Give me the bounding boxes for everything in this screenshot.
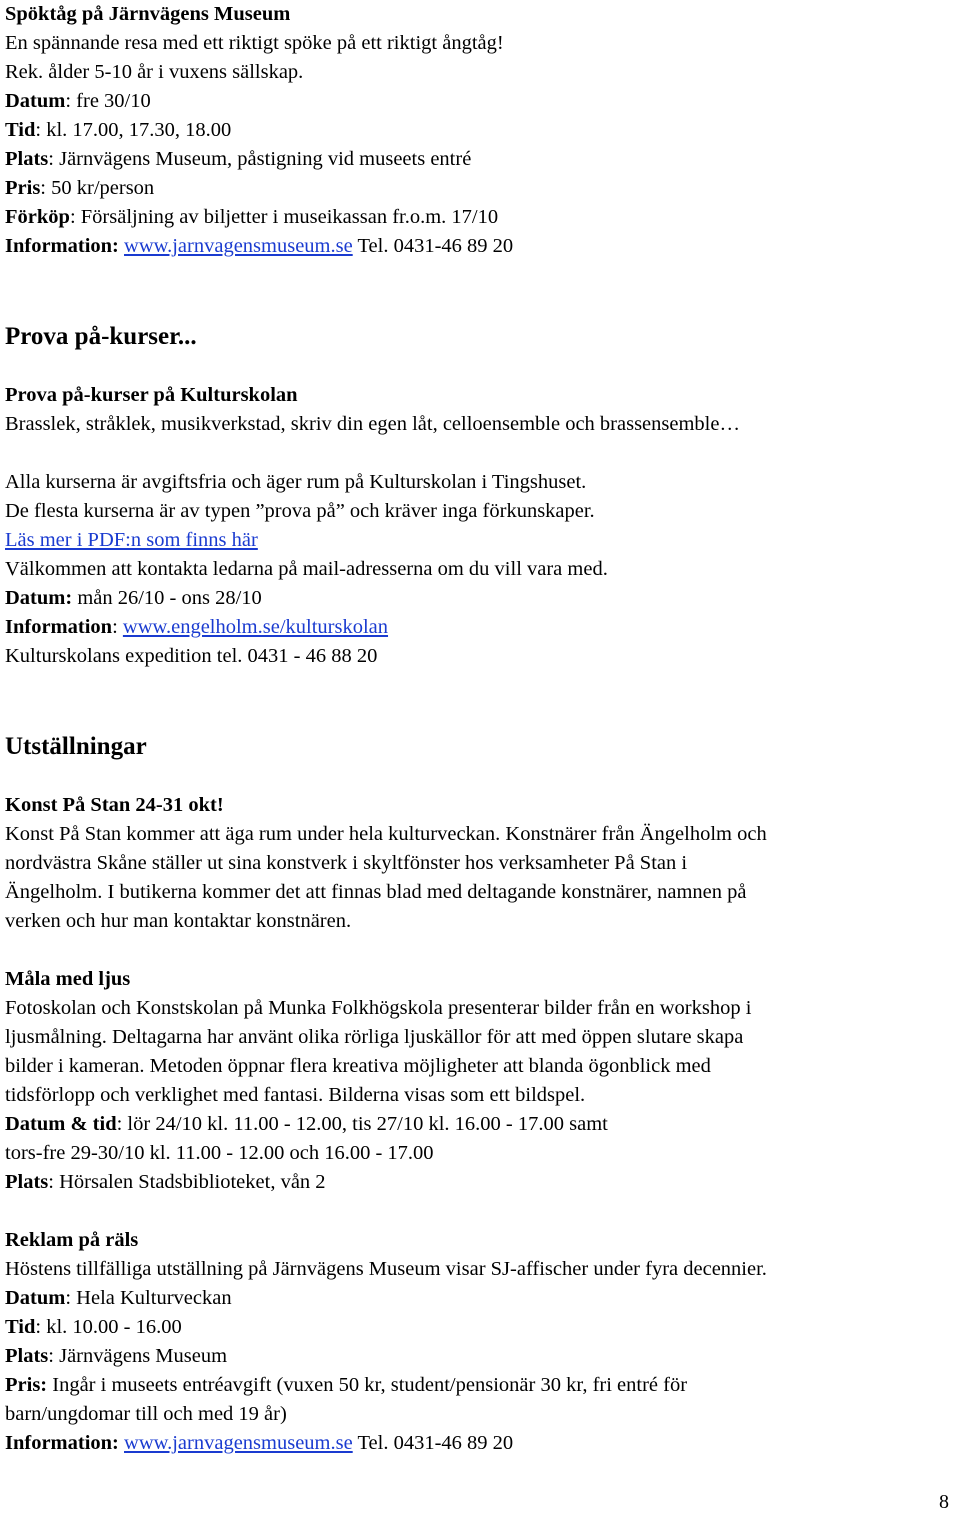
spoktag-plats (5, 145, 955, 174)
reklam-tid (5, 1313, 955, 1342)
value: : kl. 10.00 - 16.00 (35, 1316, 182, 1338)
label: Pris (5, 177, 41, 199)
label: Information: (5, 1432, 119, 1454)
reklam-plats (5, 1342, 955, 1371)
prova-information (5, 613, 955, 642)
jarnvagensmuseum-link[interactable]: www.jarnvagensmuseum.se (124, 1432, 353, 1454)
value: : kl. 17.00, 17.30, 18.00 (35, 119, 232, 141)
value: mån 26/10 - ons 28/10 (72, 587, 262, 609)
konst-text: verken och hur man kontaktar konstnären. (5, 910, 352, 932)
mala-text: ljusmålning. Deltagarna har använt olika rörliga ljuskällor för att med öppen slutare skapa (5, 1026, 744, 1048)
value: : fre 30/10 (65, 90, 151, 112)
spoktag-information (5, 232, 955, 261)
label: Förköp (5, 206, 70, 228)
prova-datum (5, 584, 955, 613)
mala-text: tidsförlopp och verklighet med fantasi. Bilderna visas som ett bildspel. (5, 1084, 586, 1106)
label: Datum (5, 90, 66, 112)
label: Datum: (5, 587, 73, 609)
label: Datum & tid (5, 1113, 117, 1135)
label: Pris: (5, 1374, 48, 1396)
label: Plats (5, 1345, 49, 1367)
spoktag-pris (5, 174, 955, 203)
value: : Järnvägens Museum, påstigning vid museets entré (48, 148, 472, 170)
label: Information (5, 616, 113, 638)
phone: Tel. 0431-46 89 20 (357, 235, 514, 257)
value: Ingår i museets entréavgift (vuxen 50 kr, student/pensionär 30 kr, fri entré för (47, 1374, 688, 1396)
document-page (5, 0, 955, 1458)
prova-expedition: Kulturskolans expedition tel. 0431 - 46 88 20 (5, 645, 378, 667)
value: : Järnvägens Museum (48, 1345, 228, 1367)
phone: Tel. 0431-46 89 20 (357, 1432, 514, 1454)
value: : Hela Kulturveckan (65, 1287, 232, 1309)
spoktag-age: Rek. ålder 5-10 år i vuxens sällskap. (5, 61, 304, 83)
label: Plats (5, 148, 49, 170)
reklam-pris (5, 1371, 955, 1400)
label: Datum (5, 1287, 66, 1309)
mala-text: bilder i kameran. Metoden öppnar flera kreativa möjligheter att blanda ögonblick med (5, 1055, 711, 1077)
page-number: 8 (939, 1491, 949, 1513)
reklam-datum (5, 1284, 955, 1313)
mala-plats (5, 1168, 955, 1197)
reklam-text: Höstens tillfälliga utställning på Järnvägens Museum visar SJ-affischer under fyra decennier. (5, 1258, 767, 1280)
mala-title: Måla med ljus (5, 968, 131, 990)
value: : lör 24/10 kl. 11.00 - 12.00, tis 27/10 kl. 16.00 - 17.00 samt (116, 1113, 608, 1135)
reklam-pris-cont: barn/ungdomar till och med 19 år) (5, 1403, 287, 1425)
prova-text-1: Alla kurserna är avgiftsfria och äger rum på Kulturskolan i Tingshuset. (5, 471, 587, 493)
value: : 50 kr/person (40, 177, 155, 199)
spoktag-description: En spännande resa med ett riktigt spöke på ett riktigt ångtåg! (5, 32, 504, 54)
konst-text: nordvästra Skåne ställer ut sina konstverk i skyltfönster hos verksamheter På Stan i (5, 852, 688, 874)
label: Tid (5, 1316, 36, 1338)
mala-datum-cont: tors-fre 29-30/10 kl. 11.00 - 12.00 och 16.00 - 17.00 (5, 1142, 434, 1164)
kulturskolan-link[interactable]: www.engelholm.se/kulturskolan (122, 616, 389, 638)
konst-title: Konst På Stan 24-31 okt! (5, 794, 224, 816)
label: Tid (5, 119, 36, 141)
prova-text-3: Välkommen att kontakta ledarna på mail-adresserna om du vill vara med. (5, 558, 608, 580)
mala-datum (5, 1110, 955, 1139)
reklam-title: Reklam på räls (5, 1229, 139, 1251)
spoktag-forkop (5, 203, 955, 232)
mala-text: Fotoskolan och Konstskolan på Munka Folkhögskola presenterar bilder från en workshop i (5, 997, 752, 1019)
spoktag-tid (5, 116, 955, 145)
prova-heading: Prova på-kurser... (5, 323, 197, 350)
prova-courses: Brasslek, stråklek, musikverkstad, skriv din egen låt, celloensemble och brassensemble… (5, 413, 740, 435)
reklam-information (5, 1429, 955, 1458)
pdf-link[interactable]: Läs mer i PDF:n som finns här (5, 529, 258, 551)
konst-text: Ängelholm. I butikerna kommer det att finnas blad med deltagande konstnärer, namnen på (5, 881, 747, 903)
spoktag-datum (5, 87, 955, 116)
label: Plats (5, 1171, 49, 1193)
prova-text-2: De flesta kurserna är av typen ”prova på” och kräver inga förkunskaper. (5, 500, 595, 522)
jarnvagensmuseum-link[interactable]: www.jarnvagensmuseum.se (124, 235, 353, 257)
utstallningar-heading: Utställningar (5, 733, 147, 760)
value: : Försäljning av biljetter i museikassan fr.o.m. 17/10 (69, 206, 499, 228)
spoktag-title: Spöktåg på Järnvägens Museum (5, 3, 291, 25)
prova-pdf-row (5, 526, 955, 555)
value: : Hörsalen Stadsbiblioteket, vån 2 (48, 1171, 326, 1193)
konst-text: Konst På Stan kommer att äga rum under hela kulturveckan. Konstnärer från Ängelholm och (5, 823, 767, 845)
label: Information: (5, 235, 119, 257)
colon: : (112, 616, 123, 638)
prova-subtitle: Prova på-kurser på Kulturskolan (5, 384, 298, 406)
